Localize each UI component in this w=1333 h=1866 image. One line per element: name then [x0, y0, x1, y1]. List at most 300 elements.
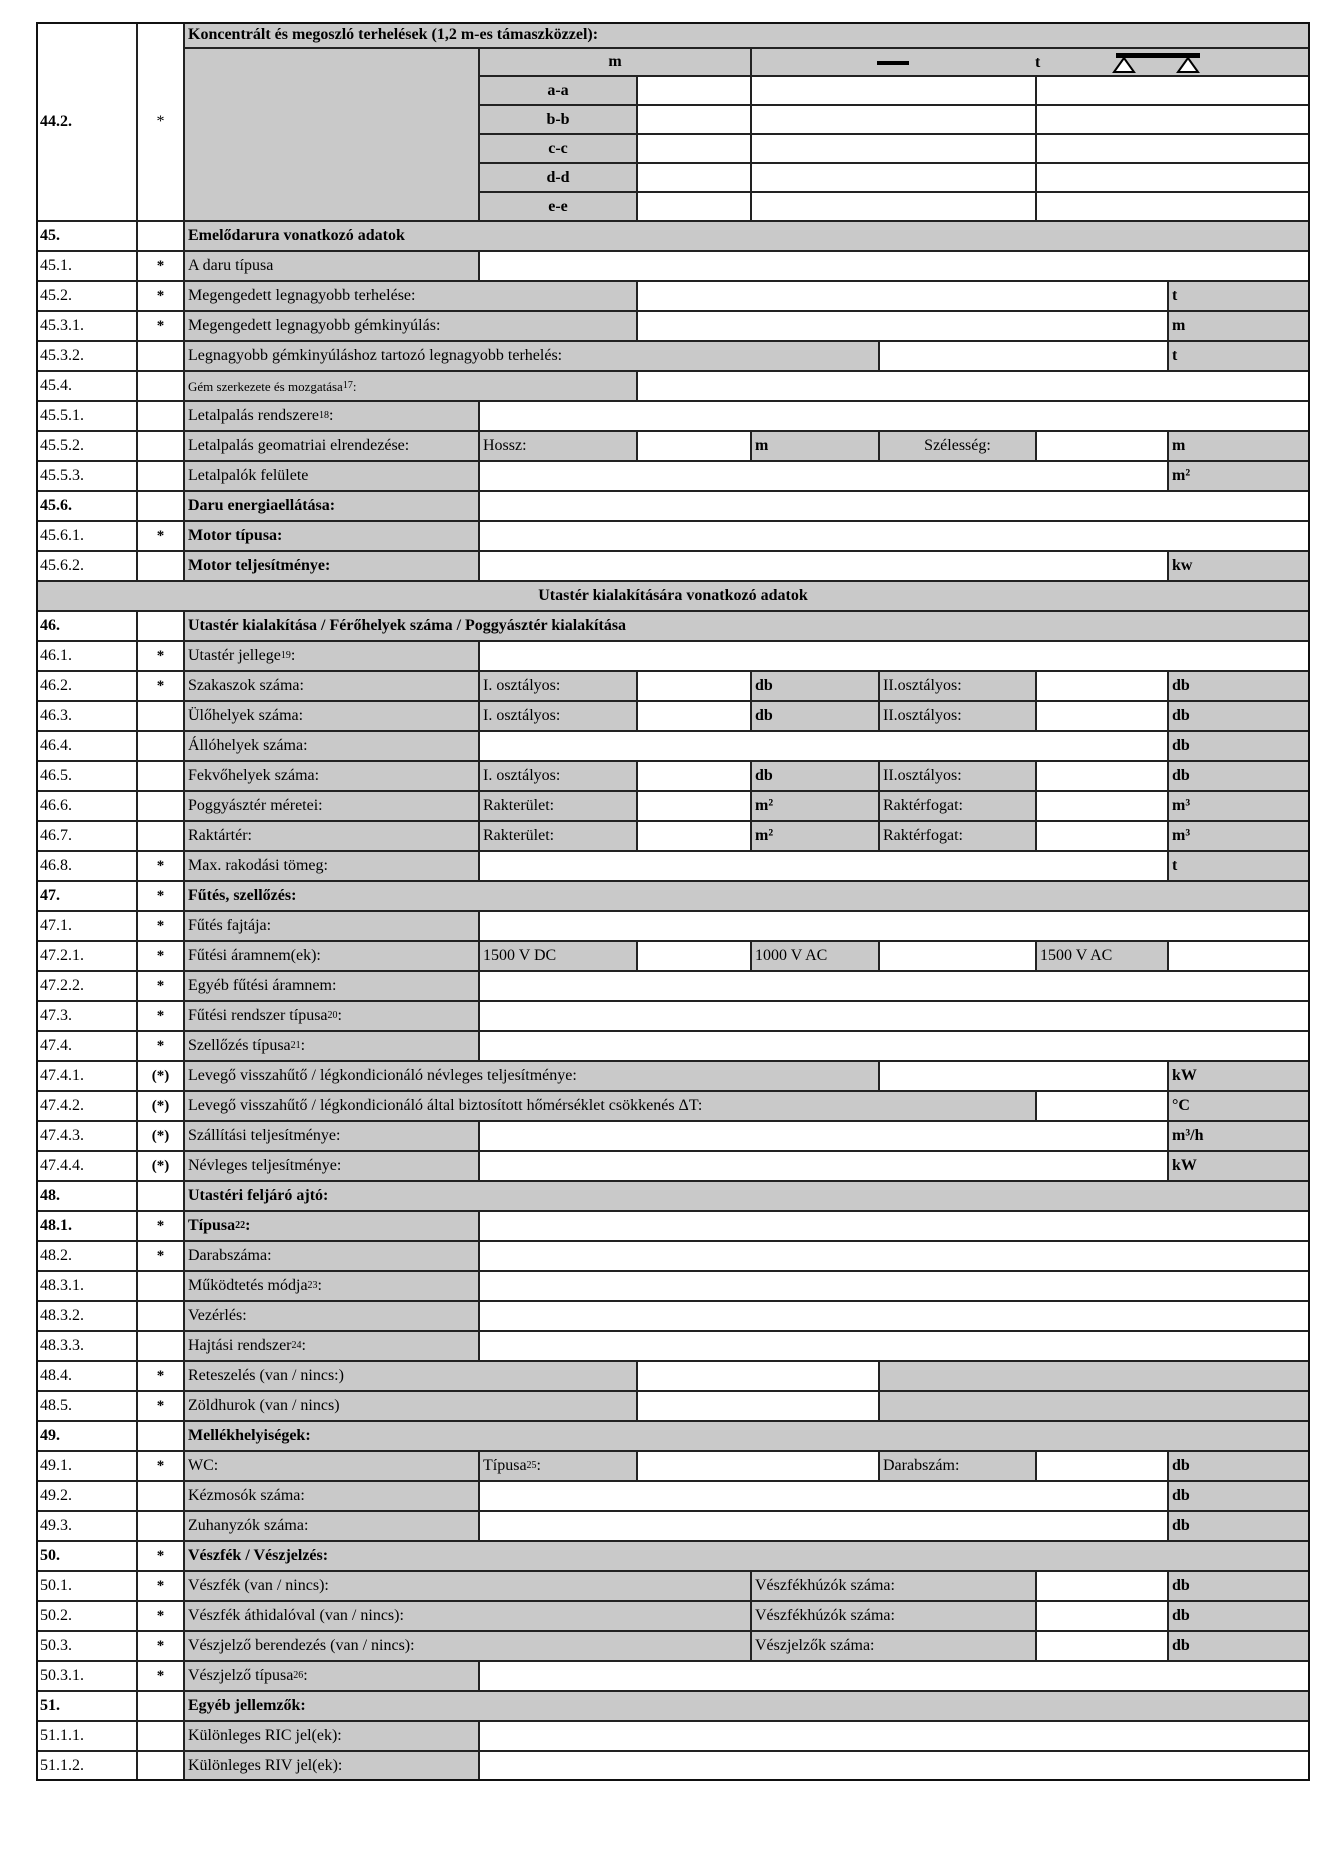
unit-label-text: m³ [1172, 797, 1191, 814]
value-field[interactable] [479, 731, 1168, 761]
value-field[interactable] [479, 1241, 1310, 1271]
row-number [36, 1211, 137, 1241]
value-field[interactable] [637, 371, 1310, 401]
required-marker [137, 341, 184, 371]
value-field[interactable] [637, 311, 1168, 341]
section-heading-text: Vészfék / Vészjelzés: [188, 1547, 329, 1564]
required-marker [137, 551, 184, 581]
field-label-text: Vészjelző berendezés (van / nincs): [188, 1637, 415, 1654]
value-field[interactable] [637, 431, 751, 461]
colon: : [301, 1337, 306, 1354]
row-number-text: 48.3.1. [40, 1277, 84, 1294]
required-marker-text: * [156, 1217, 165, 1234]
row-number [36, 941, 137, 971]
section-row-label-text: b-b [546, 110, 570, 128]
row-number-text: 48.3.3. [40, 1337, 84, 1354]
value-field[interactable] [751, 134, 1036, 163]
value-field[interactable] [1036, 671, 1168, 701]
field-label [184, 701, 479, 731]
required-marker [137, 1541, 184, 1571]
required-marker [137, 881, 184, 911]
unit-label [751, 671, 879, 701]
value-field[interactable] [1036, 761, 1168, 791]
section-heading [184, 881, 1310, 911]
row-number [36, 1151, 137, 1181]
field-label: Működtetés módja 23 : [184, 1271, 479, 1301]
field-label [184, 731, 479, 761]
sub-label-text: Raktérfogat: [883, 827, 963, 844]
option-label [1036, 941, 1168, 971]
sub-label [479, 791, 637, 821]
field-label [184, 1631, 751, 1661]
field-label [184, 1481, 479, 1511]
field-label-text: Raktártér: [188, 827, 252, 844]
value-field[interactable] [479, 251, 1310, 281]
section-heading [184, 1181, 1310, 1211]
value-field[interactable] [637, 1361, 879, 1391]
field-label [184, 851, 479, 881]
required-marker [137, 431, 184, 461]
field-label-text: Levegő visszahűtő / légkondicionáló által biztosított hőmérséklet csökkenés ΔT: [188, 1097, 703, 1114]
sub-label [479, 671, 637, 701]
value-field[interactable] [1036, 1451, 1168, 1481]
sub-label [751, 1571, 1036, 1601]
section-heading [184, 1691, 1310, 1721]
row-number [36, 551, 137, 581]
bar-load-icon [877, 61, 909, 65]
field-label-text: Darabszáma: [188, 1247, 272, 1264]
sub-label-text: II.osztályos: [883, 677, 962, 694]
required-marker-text: * [156, 287, 165, 304]
row-number-text: 46. [40, 617, 60, 634]
required-marker [137, 371, 184, 401]
sub-label-text: I. osztályos: [483, 677, 561, 694]
required-marker [137, 791, 184, 821]
field-label-text: Névleges teljesítménye: [188, 1157, 342, 1174]
value-field[interactable] [879, 1061, 1168, 1091]
column-header-m-text: m [608, 53, 622, 70]
value-field[interactable] [479, 1031, 1310, 1061]
row-number-text: 47.1. [40, 917, 72, 934]
field-label: Letalpalás rendszere 18 : [184, 401, 479, 431]
row-number-text: 47.3. [40, 1007, 72, 1024]
unit-label-text: db [1172, 767, 1190, 784]
unit-label [751, 791, 879, 821]
row-number [36, 1271, 137, 1301]
unit-label [1168, 1601, 1310, 1631]
value-field[interactable] [479, 1721, 1310, 1751]
unit-label-text: kW [1172, 1157, 1197, 1174]
unit-label [1168, 761, 1310, 791]
field-label [184, 911, 479, 941]
unit-label-text: t [1172, 347, 1178, 364]
row-number-text: 47.2.1. [40, 947, 84, 964]
required-marker-text: * [156, 257, 165, 274]
value-field[interactable] [479, 1481, 1168, 1511]
value-field[interactable] [479, 521, 1310, 551]
value-field[interactable] [879, 341, 1168, 371]
field-label [184, 761, 479, 791]
required-marker [137, 1151, 184, 1181]
required-marker-text: * [156, 527, 165, 544]
field-label-text: Vezérlés: [188, 1307, 247, 1324]
value-field[interactable] [637, 76, 751, 105]
field-label-text: Állóhelyek száma: [188, 737, 308, 754]
required-marker [137, 911, 184, 941]
value-field[interactable] [1036, 76, 1310, 105]
required-marker-text: (*) [151, 1157, 170, 1174]
row-number [36, 821, 137, 851]
value-field[interactable] [879, 941, 1036, 971]
required-marker [137, 851, 184, 881]
required-marker-text: * [156, 1037, 165, 1054]
field-label-text: Megengedett legnagyobb gémkinyúlás: [188, 317, 441, 334]
field-label-text: Vészjelző típusa [188, 1667, 294, 1684]
row-number-text: 49.2. [40, 1487, 72, 1504]
unit-label-text: db [755, 677, 773, 694]
field-label-text: Egyéb fűtési áramnem: [188, 977, 337, 994]
colon: : [536, 1457, 541, 1474]
value-field[interactable] [1036, 1091, 1168, 1121]
value-field[interactable] [1036, 791, 1168, 821]
sub-label-text: Darabszám: [883, 1457, 960, 1474]
value-field[interactable] [637, 163, 751, 192]
section-row-label [479, 134, 637, 163]
value-field[interactable] [479, 1151, 1168, 1181]
row-number [36, 1571, 137, 1601]
value-field[interactable] [637, 281, 1168, 311]
unit-label-text: db [1172, 1457, 1190, 1474]
value-field[interactable] [637, 192, 751, 221]
field-label [184, 461, 479, 491]
row-number [36, 1691, 137, 1721]
value-field[interactable] [479, 1331, 1310, 1361]
row-number-text: 45.6. [40, 497, 72, 514]
value-field[interactable] [637, 671, 751, 701]
sub-label-text: Vészjelzők száma: [755, 1637, 875, 1654]
required-marker [137, 281, 184, 311]
value-field[interactable] [479, 1271, 1310, 1301]
section-banner-text: Utastér kialakítására vonatkozó adatok [538, 587, 808, 604]
required-marker-text: * [156, 1547, 165, 1564]
required-marker [137, 611, 184, 641]
sub-label [751, 1601, 1036, 1631]
sub-label [479, 431, 637, 461]
value-field[interactable] [479, 1121, 1168, 1151]
row-number-text: 48. [40, 1187, 60, 1204]
required-marker [137, 1451, 184, 1481]
sub-label-text: Rakterület: [483, 827, 555, 844]
sub-label-text: I. osztályos: [483, 767, 561, 784]
field-label-text: Típusa [188, 1217, 236, 1234]
row-number [36, 1751, 137, 1781]
value-field[interactable] [479, 461, 1168, 491]
required-marker-text: * [156, 1007, 165, 1024]
required-marker-text: * [156, 977, 165, 994]
section-row-label-text: d-d [546, 168, 570, 186]
row-number-text: 45.5.3. [40, 467, 84, 484]
field-label-text: Utastér jellege [188, 647, 281, 664]
required-marker-text: * [156, 857, 165, 874]
field-label-text: Szellőzés típusa [188, 1037, 291, 1054]
value-field[interactable] [479, 491, 1310, 521]
value-field[interactable] [1036, 192, 1310, 221]
required-marker-text: * [156, 947, 165, 964]
row-number-text: 46.8. [40, 857, 72, 874]
required-marker [137, 761, 184, 791]
required-marker [137, 731, 184, 761]
colon: : [329, 407, 334, 424]
sub-label-text: Vészfékhúzók száma: [755, 1577, 895, 1594]
row-number-text: 46.5. [40, 767, 72, 784]
section-heading-text: Egyéb jellemzők: [188, 1697, 306, 1714]
row-number-text: 45. [40, 227, 60, 244]
required-marker-text: (*) [151, 1097, 170, 1114]
field-label [184, 1241, 479, 1271]
row-number-text: 46.7. [40, 827, 72, 844]
required-marker-text: * [156, 677, 165, 694]
value-field[interactable] [751, 76, 1036, 105]
row-number [36, 1721, 137, 1751]
row-number [36, 1541, 137, 1571]
field-label-text: Gém szerkezete és mozgatása [188, 378, 343, 394]
field-label: Típusa 22 : [184, 1211, 479, 1241]
value-field[interactable] [479, 551, 1168, 581]
value-field[interactable] [479, 1751, 1310, 1781]
sub-label-text: Rakterület: [483, 797, 555, 814]
section-row-label [479, 192, 637, 221]
value-field[interactable] [751, 192, 1036, 221]
field-label [184, 1121, 479, 1151]
value-field[interactable] [751, 105, 1036, 134]
row-number-text: 48.4. [40, 1367, 72, 1384]
unit-label-text: kW [1172, 1067, 1197, 1084]
value-field[interactable] [479, 1001, 1310, 1031]
row-number-text: 46.2. [40, 677, 72, 694]
value-field[interactable] [1036, 431, 1168, 461]
field-label [184, 431, 479, 461]
value-field[interactable] [637, 701, 751, 731]
column-header-t [751, 48, 1310, 76]
value-field[interactable] [1036, 1571, 1168, 1601]
row-number [36, 851, 137, 881]
unit-label-text: db [1172, 1517, 1190, 1534]
field-label [184, 1721, 479, 1751]
field-label [184, 821, 479, 851]
section-row-label-text: e-e [548, 197, 568, 215]
unit-label-text: db [1172, 707, 1190, 724]
row-number [36, 1511, 137, 1541]
value-field[interactable] [479, 851, 1168, 881]
unit-label [1168, 461, 1310, 491]
row-number [36, 1361, 137, 1391]
required-marker [137, 1721, 184, 1751]
required-marker [137, 1481, 184, 1511]
row-number-text: 48.3.2. [40, 1307, 84, 1324]
sub-label-text: Hossz: [483, 437, 527, 454]
unit-label-text: m³/h [1172, 1127, 1204, 1144]
sub-label-text: Vészfékhúzók száma: [755, 1607, 895, 1624]
required-marker [137, 1001, 184, 1031]
field-label-text: Reteszelés (van / nincs:) [188, 1367, 344, 1384]
row-number [36, 1121, 137, 1151]
value-field[interactable] [1036, 1631, 1168, 1661]
value-field[interactable] [637, 791, 751, 821]
field-label-text: Fűtési áramnem(ek): [188, 947, 321, 964]
required-marker-text: * [156, 1667, 165, 1684]
row-number [36, 1391, 137, 1421]
required-marker [137, 1421, 184, 1451]
value-field[interactable] [479, 971, 1310, 1001]
section-title [184, 22, 1310, 48]
required-marker [137, 1691, 184, 1721]
row-number [36, 671, 137, 701]
unit-label [1168, 1631, 1310, 1661]
row-number [36, 371, 137, 401]
row-number [36, 461, 137, 491]
row-number-text: 46.6. [40, 797, 72, 814]
value-field[interactable] [479, 401, 1310, 431]
row-number [36, 731, 137, 761]
unit-label-text: m [1172, 437, 1186, 454]
field-label-text: A daru típusa [188, 257, 274, 274]
form-sheet [36, 22, 1310, 1848]
colon: : [290, 647, 296, 664]
unit-label-text: db [1172, 1487, 1190, 1504]
row-number [36, 1001, 137, 1031]
sub-label [879, 761, 1036, 791]
value-field[interactable] [1036, 163, 1310, 192]
row-number-text: 45.4. [40, 377, 72, 394]
required-marker [137, 401, 184, 431]
field-label [184, 1091, 1036, 1121]
value-field[interactable] [1036, 134, 1310, 163]
row-number-text: 51.1.1. [40, 1727, 84, 1744]
required-marker [137, 1031, 184, 1061]
value-field[interactable] [1168, 941, 1310, 971]
unit-label [1168, 281, 1310, 311]
required-marker-text: * [156, 1397, 165, 1414]
row-number [36, 611, 137, 641]
section-heading-text: Emelődarura vonatkozó adatok [188, 227, 405, 244]
row-number-text: 48.1. [40, 1217, 72, 1234]
colon: : [245, 1217, 251, 1234]
unit-label [751, 821, 879, 851]
section-row-label [479, 105, 637, 134]
row-number-text: 47. [40, 887, 60, 904]
value-field[interactable] [479, 1211, 1310, 1241]
value-field[interactable] [479, 1661, 1310, 1691]
value-field[interactable] [637, 105, 751, 134]
row-number-text: 50.1. [40, 1577, 72, 1594]
unit-label [1168, 1091, 1310, 1121]
value-field[interactable] [1036, 701, 1168, 731]
required-marker [137, 311, 184, 341]
field-label: Vészjelző típusa 26 : [184, 1661, 479, 1691]
required-marker-text: * [156, 1607, 165, 1624]
value-field[interactable] [479, 911, 1310, 941]
blank-cell [879, 1391, 1310, 1421]
row-number [36, 281, 137, 311]
field-label-text: Zuhanyzók száma: [188, 1517, 309, 1534]
row-number [36, 761, 137, 791]
row-number [36, 431, 137, 461]
value-field[interactable] [1036, 1601, 1168, 1631]
row-number-text: 45.5.2. [40, 437, 84, 454]
value-field[interactable] [637, 134, 751, 163]
value-field[interactable] [637, 1451, 879, 1481]
row-number [36, 641, 137, 671]
value-field[interactable] [479, 641, 1310, 671]
value-field[interactable] [637, 821, 751, 851]
section-heading [184, 1421, 1310, 1451]
required-marker [137, 521, 184, 551]
row-number [36, 701, 137, 731]
unit-label-text: m² [755, 797, 774, 814]
required-marker [137, 1181, 184, 1211]
field-label-text: Poggyásztér méretei: [188, 797, 323, 814]
required-marker [137, 1301, 184, 1331]
value-field[interactable] [1036, 821, 1168, 851]
row-number [36, 791, 137, 821]
field-label [184, 1061, 879, 1091]
unit-label-text: db [755, 707, 773, 724]
sub-label [751, 1631, 1036, 1661]
value-field[interactable] [479, 1301, 1310, 1331]
field-label-text: Motor teljesítménye: [188, 557, 331, 574]
unit-label [1168, 1121, 1310, 1151]
value-field[interactable] [637, 941, 751, 971]
field-label [184, 281, 637, 311]
value-field[interactable] [479, 1511, 1168, 1541]
section-heading-text: Mellékhelyiségek: [188, 1427, 311, 1444]
blank-label-cell [184, 48, 479, 221]
row-number [36, 341, 137, 371]
sub-label-text: II.osztályos: [883, 767, 962, 784]
unit-label-text: °C [1172, 1097, 1190, 1114]
row-number [36, 491, 137, 521]
row-number-text: 45.6.2. [40, 557, 84, 574]
colon: : [303, 1667, 308, 1684]
row-number-text: 47.4.1. [40, 1067, 84, 1084]
field-label [184, 311, 637, 341]
section-heading [184, 1541, 1310, 1571]
value-field[interactable] [751, 163, 1036, 192]
value-field[interactable] [637, 761, 751, 791]
field-label [184, 1601, 751, 1631]
value-field[interactable] [637, 1391, 879, 1421]
unit-label-text: t [1172, 287, 1178, 304]
unit-label [1168, 1511, 1310, 1541]
row-number-text: 50.2. [40, 1607, 72, 1624]
row-number-text: 48.2. [40, 1247, 72, 1264]
section-row-label [479, 163, 637, 192]
row-number [36, 911, 137, 941]
field-label-text: Működtetés módja [188, 1277, 308, 1294]
row-number-text: 45.1. [40, 257, 72, 274]
value-field[interactable] [1036, 105, 1310, 134]
section-row-label [479, 76, 637, 105]
row-number-text: 49.3. [40, 1517, 72, 1534]
field-label [184, 1571, 751, 1601]
field-label-text: Szállítási teljesítménye: [188, 1127, 341, 1144]
sub-label-text: Típusa [483, 1457, 527, 1474]
option-label [479, 941, 637, 971]
field-label [184, 1361, 637, 1391]
row-number [36, 22, 137, 221]
field-label-text: Legnagyobb gémkinyúláshoz tartozó legnagyobb terhelés: [188, 347, 563, 364]
field-label-text: Letalpalók felülete [188, 467, 309, 484]
